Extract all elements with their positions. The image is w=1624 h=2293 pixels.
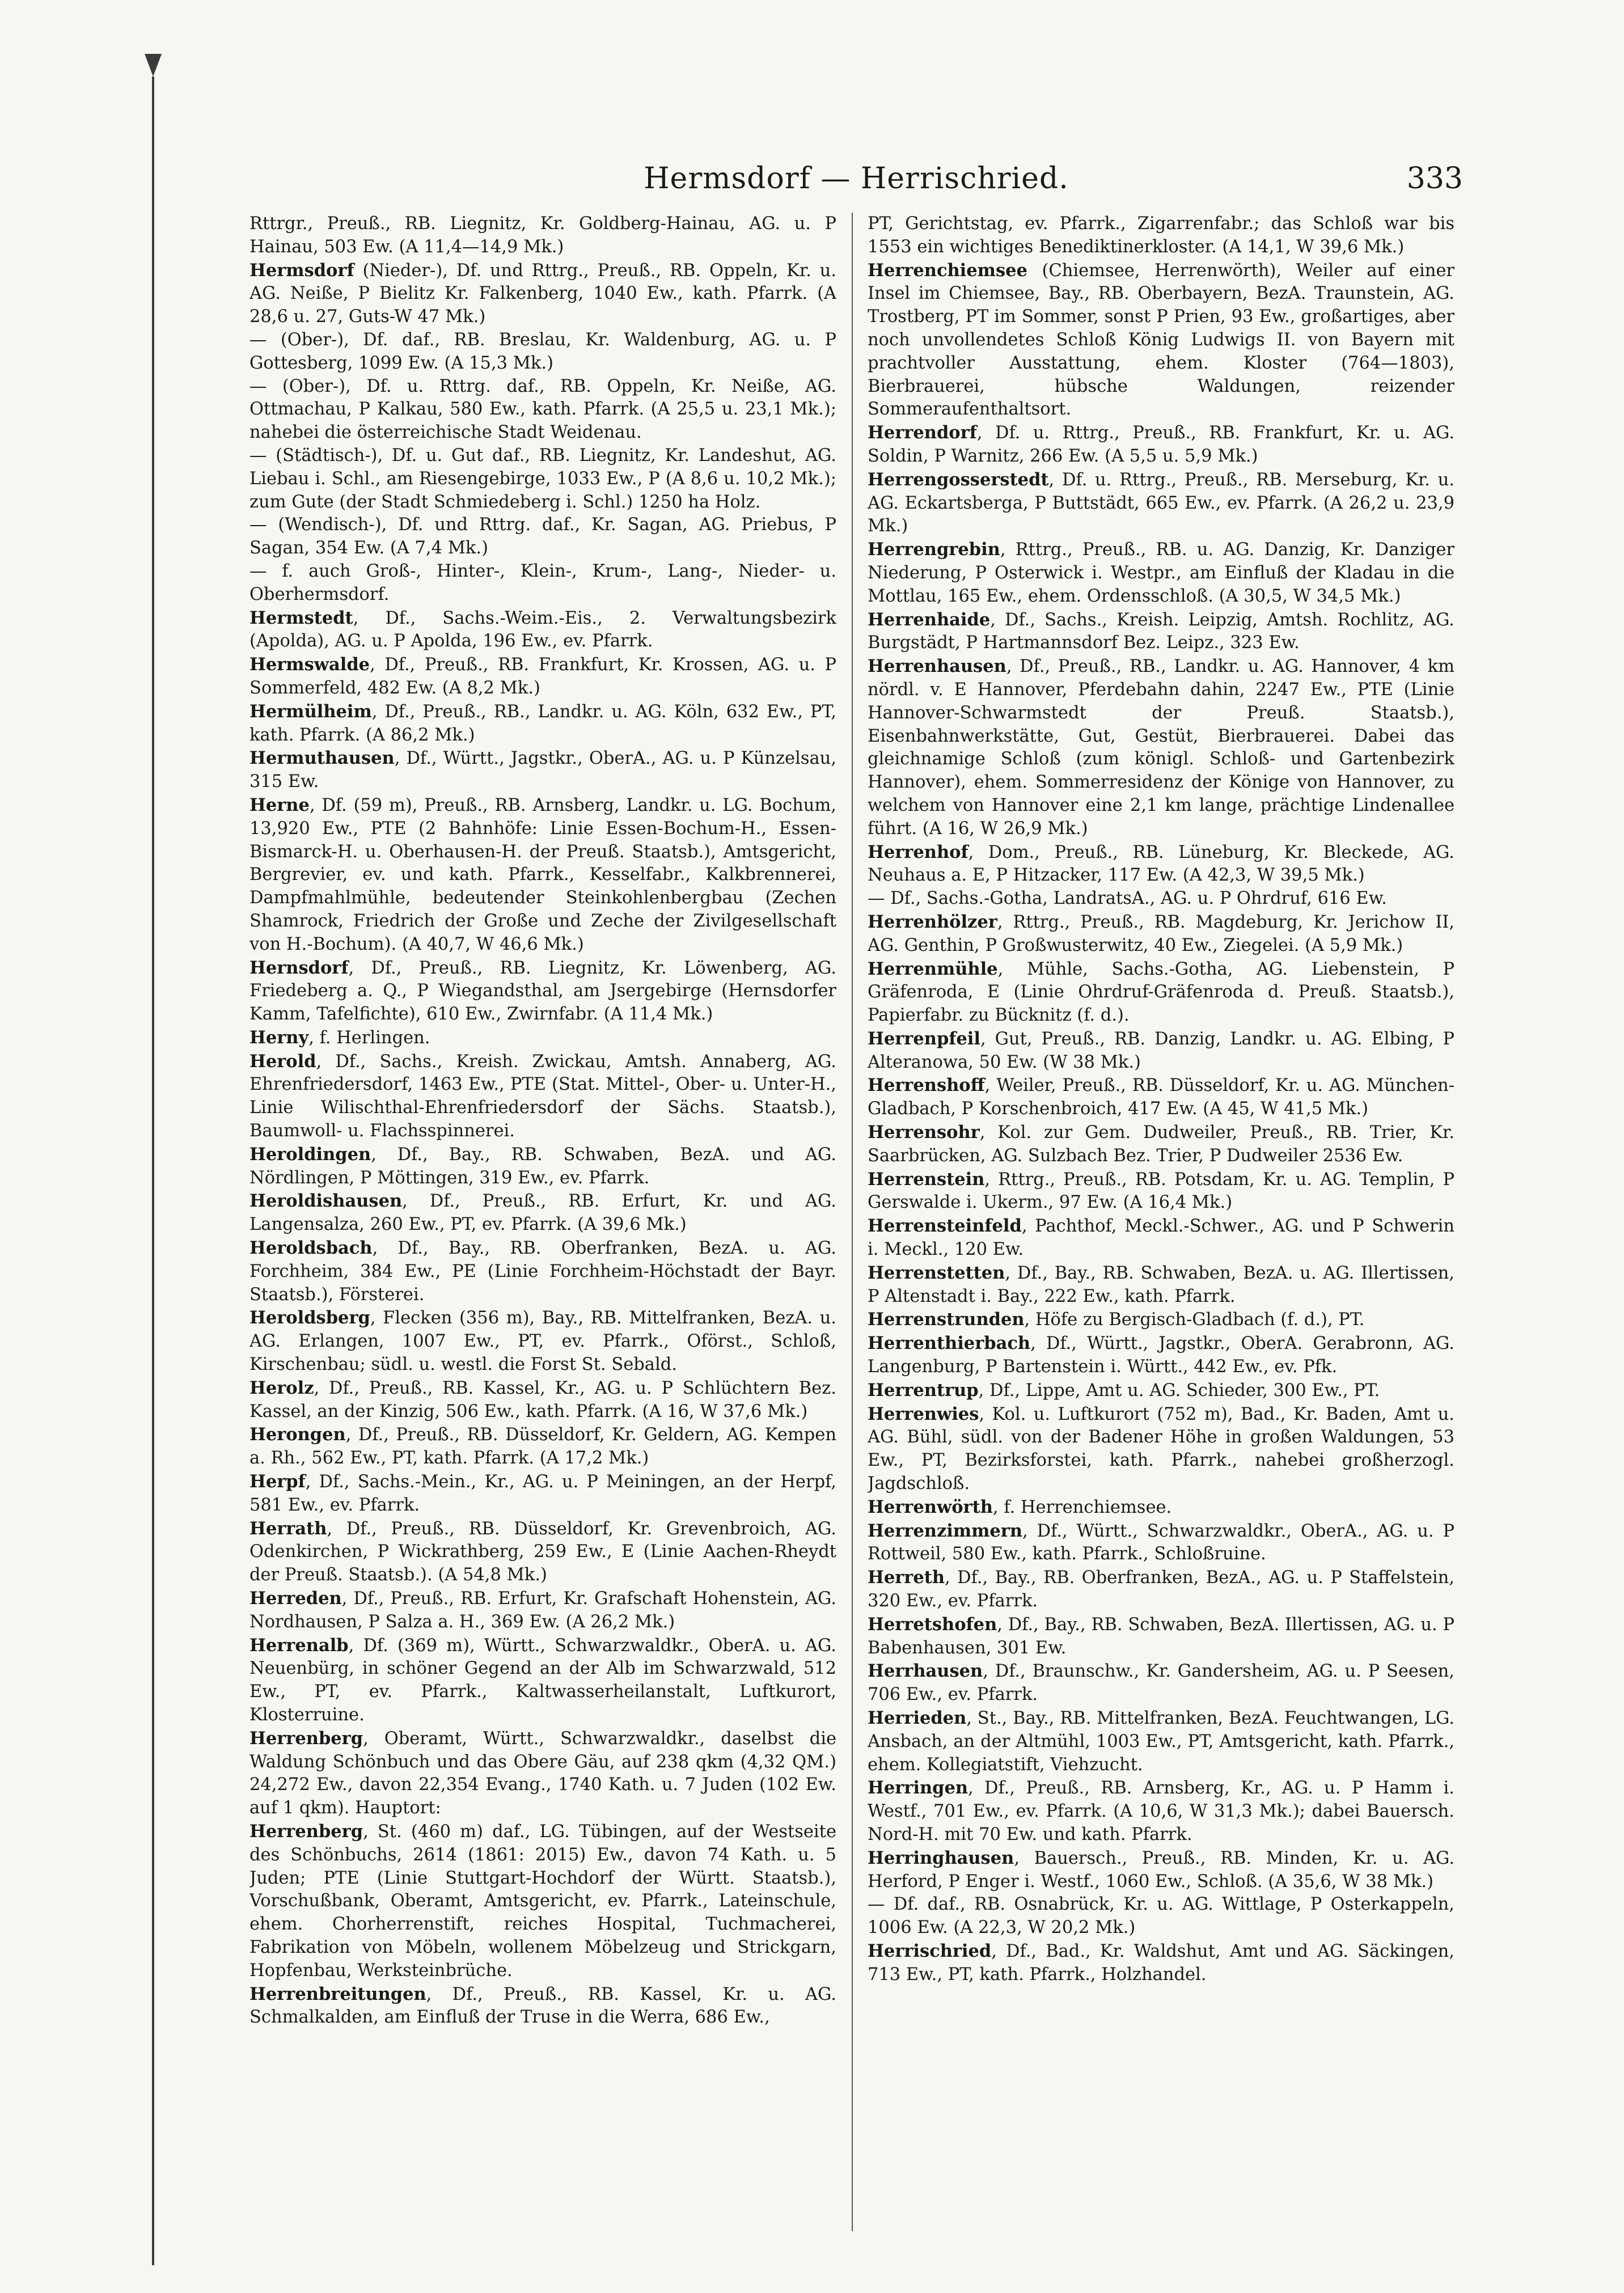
gazetteer-entry [868, 1496, 1454, 1520]
entry-text: (Nieder-), Df. und Rttrg., Preuß., RB. Oppeln, Kr. u. AG. Neiße, P Bielitz Kr. Falkenberg, 1040 Ew., kath. Pfarrk. (A 28,6 u. 27, Guts-W 47 Mk.) [249, 260, 836, 327]
gazetteer-entry [868, 468, 1454, 538]
entry-text: Rttrgr., Preuß., RB. Liegnitz, Kr. Goldberg-Hainau, AG. u. P Hainau, 503 Ew. (A 11,4—14,9 Mk.) [249, 214, 836, 257]
entry-headword: Hernsdorf [249, 957, 349, 978]
entry-headword: Herrenzimmern [868, 1520, 1023, 1541]
entry-headword: Herne [249, 794, 310, 815]
gazetteer-entry [868, 608, 1454, 655]
gazetteer-entry [249, 1050, 836, 1143]
entry-headword: Herrenstrunden [868, 1309, 1025, 1330]
entry-headword: Herrengrebin [868, 539, 1000, 560]
entry-headword: Herrhausen [868, 1661, 983, 1682]
gazetteer-entry [249, 1190, 836, 1237]
entry-headword: Hermülheim [249, 701, 372, 722]
gazetteer-entry [868, 1520, 1454, 1567]
entry-text: , Mühle, Sachs.-Gotha, AG. Liebenstein, P Gräfenroda, E (Linie Ohrdruf-Gräfenroda d. Preuß. Staatsb.), Papierfabr. zu Bücknitz (f. d.). [868, 959, 1454, 1026]
entry-headword: Herreden [249, 1588, 342, 1609]
entry-text: , Df. (59 m), Preuß., RB. Arnsberg, Landkr. u. LG. Bochum, 13,920 Ew., PTE (2 Bahnhöfe: Linie Essen-Bochum-H., Essen-Bismarck-H. u. Oberhausen-H. der Preuß. Staatsb.), Amtsgericht, Bergrevier, ev. und kath. Pfarrk., Kesselfabr., Kalkbrennerei, Dampfmahlmühle, bedeutender Steinkohlenbergbau (Zechen Shamrock, Friedrich der Große und Zeche der Zivilgesellschaft von H.-Bochum). (A 40,7, W 46,6 Mk.) [249, 795, 836, 954]
entry-headword: Hermuthausen [249, 748, 395, 769]
gazetteer-entry [249, 375, 836, 445]
gazetteer-entry [249, 700, 836, 747]
entry-text: , Weiler, Preuß., RB. Düsseldorf, Kr. u. AG. München-Gladbach, P Korschenbroich, 417 Ew. (A 45, W 41,5 Mk.) [868, 1076, 1454, 1119]
entry-text: — (Wendisch-), Df. und Rttrg. daf., Kr. Sagan, AG. Priebus, P Sagan, 354 Ew. (A 7,4 Mk.) [249, 515, 836, 559]
entry-text: , Df., Lippe, Amt u. AG. Schieder, 300 Ew., PT. [978, 1380, 1380, 1401]
gazetteer-entry [868, 1215, 1454, 1262]
entry-headword: Herrenhaide [868, 609, 991, 630]
entry-headword: Herrensohr [868, 1122, 980, 1143]
gazetteer-entry [868, 259, 1454, 422]
entry-text: , Df., Sachs., Kreish. Leipzig, Amtsh. Rochlitz, AG. Burgstädt, P Hartmannsdorf Bez. Leipz., 323 Ew. [868, 610, 1454, 653]
entry-headword: Herringhausen [868, 1847, 1014, 1868]
entry-text: , Df., Preuß., RB. Düsseldorf, Kr. Geldern, AG. Kempen a. Rh., 562 Ew., PT, kath. Pfarrk. (A 17,2 Mk.) [249, 1425, 836, 1469]
entry-text: , Df., Bay., RB. Oberfranken, BezA. u. AG. Forchheim, 384 Ew., PE (Linie Forchheim-Höchstadt der Bayr. Staatsb.), Försterei. [249, 1238, 836, 1305]
gazetteer-entry [868, 1379, 1454, 1403]
gazetteer-entry [249, 1423, 836, 1470]
gazetteer-entry [868, 655, 1454, 840]
gazetteer-entry [868, 1566, 1454, 1613]
entry-text: , Rttrg., Preuß., RB. Potsdam, Kr. u. AG. Templin, P Gerswalde i. Ukerm., 97 Ew. (A 16,4 Mk.) [868, 1169, 1454, 1213]
gazetteer-entry [249, 1517, 836, 1587]
gazetteer-entry [868, 958, 1454, 1027]
right-column [868, 213, 1454, 2231]
entry-text: , Df., Preuß., RB., Landkr. u. AG. Hannover, 4 km nördl. v. E Hannover, Pferdebahn dahin, 2247 Ew., PTE (Linie Hannover-Schwarmstedt der Preuß. Staatsb.), Eisenbahnwerkstätte, Gut, Gestüt, Bierbrauerei. Dabei das gleichnamige Schloß (zum königl. Schloß- und Gartenbezirk Hannover), ehem. Sommerresidenz der Könige von Hannover, zu welchem von Hannover eine 2,1 km lange, prächtige Lindenallee führt. (A 16, W 26,9 Mk.) [868, 657, 1454, 839]
entry-text: , Df., Württ., Schwarzwaldkr., OberA., AG. u. P Rottweil, 580 Ew., kath. Pfarrk., Schloßruine. [868, 1521, 1454, 1564]
entry-text: , Oberamt, Württ., Schwarzwaldkr., daselbst die Waldung Schönbuch und das Obere Gäu, auf 238 qkm (4,32 QM.) 24,272 Ew., davon 22,354 Evang., 1740 Kath. u. 7 Juden (102 Ew. auf 1 qkm). Hauptort: [249, 1728, 836, 1818]
entry-headword: Herrentrup [868, 1380, 979, 1401]
entry-text: , Rttrg., Preuß., RB. u. AG. Danzig, Kr. Danziger Niederung, P Osterwick i. Westpr., am Einfluß der Kladau in die Mottlau, 165 Ew., ehem. Ordensschloß. (A 30,5, W 34,5 Mk.) [868, 540, 1454, 606]
entry-headword: Herpf [249, 1471, 306, 1492]
entry-headword: Herongen [249, 1424, 346, 1445]
gazetteer-entry [249, 1820, 836, 1983]
entry-headword: Herrengosserstedt [868, 469, 1049, 490]
entry-headword: Herrenberg [249, 1728, 363, 1749]
dictionary-columns [249, 213, 1463, 2231]
gazetteer-entry [249, 957, 836, 1026]
gazetteer-entry [249, 1237, 836, 1306]
gazetteer-entry [249, 653, 836, 700]
gazetteer-entry [249, 213, 836, 259]
entry-headword: Herrenmühle [868, 958, 998, 979]
entry-headword: Herreth [868, 1567, 945, 1588]
entry-text: — Df. daf., RB. Osnabrück, Kr. u. AG. Wittlage, P Osterkappeln, 1006 Ew. (A 22,3, W 20,2 Mk.) [868, 1894, 1454, 1938]
entry-headword: Herrenchiemsee [868, 260, 1027, 281]
entry-headword: Herrensteinfeld [868, 1216, 1022, 1237]
entry-text: , Df., Preuß., RB. Arnsberg, Kr., AG. u. P Hamm i. Westf., 701 Ew., ev. Pfarrk. (A 10,6, W 31,3 Mk.); dabei Bauersch. Nord-H. mit 70 Ew. und kath. Pfarrk. [868, 1778, 1454, 1844]
entry-headword: Hermstedt [249, 607, 353, 628]
gazetteer-entry [868, 1847, 1454, 1894]
entry-text: , St. (460 m) daf., LG. Tübingen, auf der Westseite des Schönbuchs, 2614 (1861: 2015) Ew., davon 74 Kath. u. 5 Juden; PTE (Linie Stuttgart-Hochdorf der Württ. Staatsb.), Vorschußbank, Oberamt, Amtsgericht, ev. Pfarrk., Lateinschule, ehem. Chorherrenstift, reiches Hospital, Tuchmacherei, Fabrikation von Möbeln, wollenem Möbelzeug und Strickgarn, Hopfenbau, Werksteinbrüche. [249, 1821, 836, 1981]
entry-headword: Herrieden [868, 1708, 967, 1728]
entry-headword: Herrenbreitungen [249, 1983, 426, 2004]
entry-headword: Herrenhausen [868, 656, 1006, 677]
entry-text: , Dom., Preuß., RB. Lüneburg, Kr. Bleckede, AG. Neuhaus a. E, P Hitzacker, 117 Ew. (A 42,3, W 39,5 Mk.) [868, 842, 1454, 886]
entry-text: , Df., Bay., RB. Schwaben, BezA. und AG. Nördlingen, P Möttingen, 319 Ew., ev. Pfarrk. [249, 1144, 836, 1188]
entry-headword: Herrenwies [868, 1403, 979, 1424]
gazetteer-entry [868, 1027, 1454, 1074]
entry-text: , Pachthof, Meckl.-Schwer., AG. und P Schwerin i. Meckl., 120 Ew. [868, 1216, 1454, 1260]
gazetteer-entry [868, 1707, 1454, 1776]
gazetteer-entry [249, 1377, 836, 1424]
gazetteer-entry [249, 1026, 836, 1050]
margin-pointer-shaft [152, 77, 154, 2265]
gazetteer-entry [249, 1727, 836, 1820]
entry-text: PT, Gerichtstag, ev. Pfarrk., Zigarrenfabr.; das Schloß war bis 1553 ein wichtiges Benediktinerkloster. (A 14,1, W 39,6 Mk.) [868, 214, 1454, 257]
entry-headword: Herrenpfeil [868, 1028, 980, 1049]
gazetteer-entry [868, 1262, 1454, 1309]
gazetteer-entry [868, 911, 1454, 958]
column-divider [852, 213, 853, 2231]
gazetteer-entry [868, 1168, 1454, 1215]
gazetteer-entry [249, 607, 836, 654]
entry-text: , Bauersch., Preuß., RB. Minden, Kr. u. AG. Herford, P Enger i. Westf., 1060 Ew., Schloß. (A 35,6, W 38 Mk.) [868, 1848, 1454, 1892]
gazetteer-entry [249, 747, 836, 794]
gazetteer-entry [868, 1403, 1454, 1496]
entry-headword: Herrenberg [249, 1821, 363, 1842]
entry-text: , Df., Preuß., RB. Frankfurt, Kr. Krossen, AG. u. P Sommerfeld, 482 Ew. (A 8,2 Mk.) [249, 655, 836, 698]
entry-text: , Df. u. Rttrg., Preuß., RB. Frankfurt, Kr. u. AG. Soldin, P Warnitz, 266 Ew. (A 5,5 u. 5,9 Mk.) [868, 423, 1454, 466]
gazetteer-entry [249, 794, 836, 957]
entry-headword: Herretshofen [868, 1614, 997, 1635]
gazetteer-entry [868, 213, 1454, 259]
entry-text: , Df., Preuß., RB. Liegnitz, Kr. Löwenberg, AG. Friedeberg a. Q., P Wiegandsthal, am Jsergebirge (Hernsdorfer Kamm, Tafelfichte), 610 Ew., Zwirnfabr. (A 11,4 Mk.) [249, 958, 836, 1025]
margin-pointer-head [145, 54, 162, 77]
entry-headword: Herny [249, 1027, 309, 1048]
gazetteer-entry [868, 1660, 1454, 1707]
gazetteer-entry [868, 1776, 1454, 1846]
entry-headword: Herrenthierbach [868, 1333, 1031, 1354]
gazetteer-entry [249, 1470, 836, 1517]
gazetteer-entry [868, 1613, 1454, 1660]
entry-headword: Hermswalde [249, 654, 370, 675]
entry-text: , Df., Preuß., RB. Erfurt, Kr. und AG. Langensalza, 260 Ew., PT, ev. Pfarrk. (A 39,6 Mk.) [249, 1191, 836, 1235]
gazetteer-entry [249, 1634, 836, 1727]
entry-text: , Gut, Preuß., RB. Danzig, Landkr. u. AG. Elbing, P Alteranowa, 50 Ew. (W 38 Mk.) [868, 1029, 1454, 1072]
entry-text: , Df., Sachs.-Weim.-Eis., 2. Verwaltungsbezirk (Apolda), AG. u. P Apolda, 196 Ew., ev. Pfarrk. [249, 608, 836, 651]
entry-headword: Herrenstein [868, 1169, 985, 1190]
entry-headword: Herrischried [868, 1940, 992, 1961]
entry-text: , Df., Bay., RB. Schwaben, BezA. Illertissen, AG. u. P Babenhausen, 301 Ew. [868, 1614, 1454, 1658]
gazetteer-entry [868, 1940, 1454, 1987]
gazetteer-entry [249, 560, 836, 607]
gazetteer-entry [868, 538, 1454, 608]
entry-text: , Df. u. Rttrg., Preuß., RB. Merseburg, Kr. u. AG. Eckartsberga, P Buttstädt, 665 Ew., ev. Pfarrk. (A 26,2 u. 23,9 Mk.) [868, 469, 1454, 536]
entry-text: , f. Herrenchiemsee. [992, 1497, 1172, 1517]
gazetteer-entry [249, 1983, 836, 2030]
entry-text: , Df., Bay., RB. Oberfranken, BezA., AG. u. P Staffelstein, 320 Ew., ev. Pfarrk. [868, 1568, 1454, 1611]
entry-headword: Herrenhof [868, 841, 969, 862]
entry-text: , Df., Württ., Jagstkr., OberA. Gerabronn, AG. Langenburg, P Bartenstein i. Württ., 442 Ew., ev. Pfk. [868, 1334, 1454, 1377]
entry-headword: Herrenalb [249, 1635, 349, 1656]
entry-text: — (Ober-), Df. daf., RB. Breslau, Kr. Waldenburg, AG. u. P Gottesberg, 1099 Ew. (A 15,3 Mk.) [249, 329, 836, 373]
entry-headword: Herrenshoff [868, 1075, 985, 1096]
gazetteer-entry [868, 1308, 1454, 1332]
entry-headword: Heroldishausen [249, 1191, 403, 1212]
entry-text: , Df., Preuß., RB. Düsseldorf, Kr. Grevenbroich, AG. Odenkirchen, P Wickrathberg, 259 Ew., E (Linie Aachen-Rheydt der Preuß. Staatsb.). (A 54,8 Mk.) [249, 1518, 836, 1585]
gazetteer-entry [249, 329, 836, 375]
entry-text: — (Städtisch-), Df. u. Gut daf., RB. Liegnitz, Kr. Landeshut, AG. Liebau i. Schl., am Riesengebirge, 1033 Ew., P (A 8,6 u. 10,2 Mk.); zum Gute (der Stadt Schmiedeberg i. Schl.) 1250 ha Holz. [249, 445, 836, 512]
entry-text: , Df., Braunschw., Kr. Gandersheim, AG. u. P Seesen, 706 Ew., ev. Pfarrk. [868, 1661, 1454, 1705]
entry-headword: Herringen [868, 1778, 969, 1799]
entry-text: — f. auch Groß-, Hinter-, Klein-, Krum-, Lang-, Nieder- u. Oberhermsdorf. [249, 561, 836, 604]
entry-text: , Df., Preuß., RB. Kassel, Kr., AG. u. P Schlüchtern Bez. Kassel, an der Kinzig, 506 Ew., kath. Pfarrk. (A 16, W 37,6 Mk.) [249, 1378, 836, 1422]
entry-text: , Kol. zur Gem. Dudweiler, Preuß., RB. Trier, Kr. Saarbrücken, AG. Sulzbach Bez. Trier, P Dudweiler 2536 Ew. [868, 1123, 1454, 1166]
gazetteer-entry [249, 1587, 836, 1634]
page-number: 333 [1406, 162, 1463, 196]
page-title: Hermsdorf — Herrischried. [644, 162, 1069, 196]
gazetteer-entry [249, 514, 836, 560]
gazetteer-entry [868, 421, 1454, 468]
entry-text: , f. Herlingen. [308, 1027, 430, 1048]
gazetteer-entry [868, 841, 1454, 888]
gazetteer-entry [868, 1121, 1454, 1168]
entry-headword: Herolz [249, 1377, 314, 1398]
entry-text: , St., Bay., RB. Mittelfranken, BezA. Feuchtwangen, LG. Ansbach, an der Altmühl, 1003 Ew., PT, Amtsgericht, kath. Pfarrk., ehem. Kollegiatstift, Viehzucht. [868, 1708, 1454, 1775]
entry-text: , Df., Bad., Kr. Waldshut, Amt und AG. Säckingen, 713 Ew., PT, kath. Pfarrk., Holzhandel. [868, 1941, 1454, 1985]
entry-text: , Df., Württ., Jagstkr., OberA., AG. u. P Künzelsau, 315 Ew. [249, 748, 836, 792]
entry-headword: Hermsdorf [249, 260, 354, 281]
left-column [249, 213, 836, 2231]
entry-text: , Df. (369 m), Württ., Schwarzwaldkr., OberA. u. AG. Neuenbürg, in schöner Gegend an der Alb im Schwarzwald, 512 Ew., PT, ev. Pfarrk., Kaltwasserheilanstalt, Luftkurort, Klosterruine. [249, 1635, 836, 1725]
entry-text: , Kol. u. Luftkurort (752 m), Bad., Kr. Baden, Amt u. AG. Bühl, südl. von der Badener Höhe in großen Waldungen, 53 Ew., PT, Bezirksforstei, kath. Pfarrk., nahebei großherzogl. Jagdschloß. [868, 1404, 1454, 1494]
entry-text: , Df., Preuß., RB., Landkr. u. AG. Köln, 632 Ew., PT, kath. Pfarrk. (A 86,2 Mk.) [249, 701, 836, 745]
entry-text: — (Ober-), Df. u. Rttrg. daf., RB. Oppeln, Kr. Neiße, AG. Ottmachau, P Kalkau, 580 Ew., kath. Pfarrk. (A 25,5 u. 23,1 Mk.); nahebei die österreichische Stadt Weidenau. [249, 376, 836, 443]
page-header [249, 162, 1463, 201]
entry-headword: Herrath [249, 1518, 327, 1539]
margin-pointer-mark [145, 54, 162, 2265]
entry-headword: Herrenstetten [868, 1262, 1005, 1283]
entry-text: , Df., Sachs.-Mein., Kr., AG. u. P Meiningen, an der Herpf, 581 Ew., ev. Pfarrk. [249, 1472, 836, 1515]
entry-text: , Höfe zu Bergisch-Gladbach (f. d.), PT. [1024, 1310, 1365, 1330]
entry-headword: Herold [249, 1051, 316, 1072]
gazetteer-entry [249, 1306, 836, 1376]
entry-headword: Heroldsbach [249, 1238, 373, 1259]
entry-text: , Rttrg., Preuß., RB. Magdeburg, Kr. Jerichow II, AG. Genthin, P Großwusterwitz, 40 Ew., Ziegelei. (A 5,9 Mk.) [868, 912, 1454, 955]
entry-headword: Heroldingen [249, 1144, 371, 1165]
gazetteer-entry [868, 1332, 1454, 1379]
entry-headword: Herrendorf [868, 422, 977, 443]
entry-text: , Df., Preuß., RB. Kassel, Kr. u. AG. Schmalkalden, am Einfluß der Truse in die Werra, 686 Ew., [249, 1984, 836, 2028]
gazetteer-entry [868, 887, 1454, 911]
gazetteer-entry [249, 445, 836, 514]
entry-text: — Df., Sachs.-Gotha, LandratsA., AG. u. P Ohrdruf, 616 Ew. [868, 889, 1387, 909]
entry-headword: Herrenwörth [868, 1496, 993, 1517]
gazetteer-entry [868, 1074, 1454, 1121]
entry-text: , Df., Sachs., Kreish. Zwickau, Amtsh. Annaberg, AG. Ehrenfriedersdorf, 1463 Ew., PTE (Stat. Mittel-, Ober- u. Unter-H., Linie Wilischthal-Ehrenfriedersdorf der Sächs. Staatsb.), Baumwoll- u. Flachsspinnerei. [249, 1051, 836, 1141]
entry-text: (Chiemsee, Herrenwörth), Weiler auf einer Insel im Chiemsee, Bay., RB. Oberbayern, BezA. Traunstein, AG. Trostberg, PT im Sommer, sonst P Prien, 93 Ew., großartiges, aber noch unvollendetes Schloß König Ludwigs II. von Bayern mit prachtvoller Ausstattung, ehem. Kloster (764—1803), Bierbrauerei, hübsche Waldungen, reizender Sommeraufenthaltsort. [868, 260, 1454, 420]
entry-headword: Heroldsberg [249, 1308, 370, 1329]
gazetteer-entry [868, 1893, 1454, 1940]
entry-headword: Herrenhölzer [868, 911, 997, 932]
gazetteer-entry [249, 259, 836, 329]
gazetteer-entry [249, 1143, 836, 1190]
entry-text: , Df., Bay., RB. Schwaben, BezA. u. AG. Illertissen, P Altenstadt i. Bay., 222 Ew., kath. Pfarrk. [868, 1263, 1454, 1306]
entry-text: , Flecken (356 m), Bay., RB. Mittelfranken, BezA. u. AG. Erlangen, 1007 Ew., PT, ev. Pfarrk., Oförst., Schloß, Kirschenbau; südl. u. westl. die Forst St. Sebald. [249, 1308, 836, 1375]
entry-text: , Df., Preuß., RB. Erfurt, Kr. Grafschaft Hohenstein, AG. Nordhausen, P Salza a. H., 369 Ew. (A 26,2 Mk.) [249, 1589, 836, 1632]
